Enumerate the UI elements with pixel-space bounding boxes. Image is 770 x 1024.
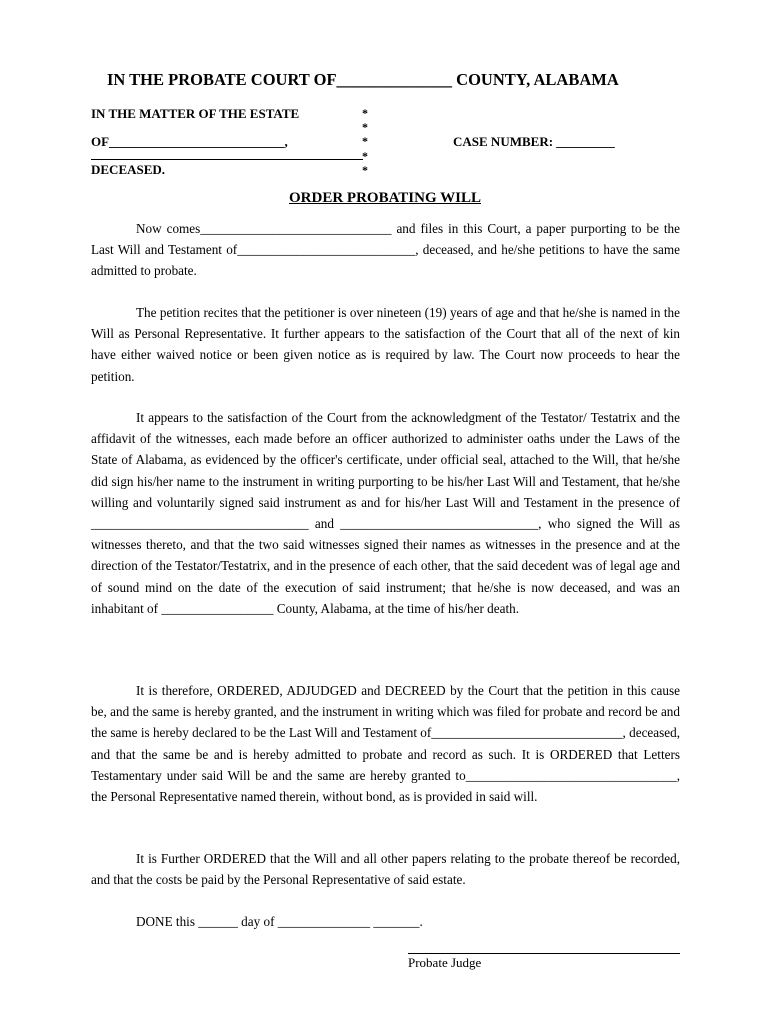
paragraph-recital: The petition recites that the petitioner is over nineteen (19) years of age and that he/she is named in the Will as Personal Representative. It further appears to the satisfaction of the Court that all of the next of kin have either waived notice or been given notice as is required by law. The Court now proceeds to hear the petition. [91,305,680,384]
signature-line [408,953,680,954]
signature-label: Probate Judge [408,955,482,970]
caption-star: * [362,106,368,120]
done-line: DONE this ______ day of ______________ _______. [136,914,423,929]
caption-star: * [362,120,368,134]
paragraph-findings: It appears to the satisfaction of the Court from the acknowledgment of the Testator/ Testatrix and the affidavit of the witnesses, each made before an officer authorized to administer oaths under the Laws of the State of Alabama, as evidenced by the officer's certificate, under official seal, attached to the Will, that he/she did sign his/her name to the instrument in writing purporting to be his/her Last Will and Testament, that he/she willing and voluntarily signed said instrument as and for his/her Last Will and Testament in the presence of _________________________________ and ______________________________, who signed the Will as witnesses thereto, and that the two said witnesses signed their names as witnesses in the presence and at the direction of the Testator/Testatrix, and in the presence of each other, that the said decedent was of legal age and of sound mind on the date of the execution of said instrument; that he/she is now deceased, and was an inhabitant of _________________ County, Alabama, at the time of his/her death. [91,410,680,616]
caption-star: * [362,149,368,163]
caption-name-rule [91,159,363,160]
paragraph-further-order: It is Further ORDERED that the Will and all other papers relating to the probate thereof be recorded, and that the costs be paid by the Personal Representative of said estate. [91,851,680,888]
caption-matter: IN THE MATTER OF THE ESTATE [91,106,300,121]
caption-star: * [362,163,368,177]
caption-star: * [362,134,368,148]
case-number: CASE NUMBER: _________ [453,134,615,149]
paragraph-petition: Now comes_____________________________ and files in this Court, a paper purporting to be the Last Will and Testament of___________________________, deceased, and he/she petitions to have the same admitted to probate. [91,221,680,279]
court-header: IN THE PROBATE COURT OF______________ COUNTY, ALABAMA [107,70,619,89]
paragraph-order: It is therefore, ORDERED, ADJUDGED and DECREED by the Court that the petition in this cause be, and the same is hereby granted, and the instrument in writing which was filed for probate and record be and the same is hereby declared to be the Last Will and Testament of_____________________________, deceased, and that the same be and is hereby admitted to probate and record as such. It is ORDERED that Letters Testamentary under said Will be and the same are hereby granted to________________________________, the Personal Representative named therein, without bond, as is provided in said will. [91,683,680,805]
caption-deceased: DECEASED. [91,162,166,177]
caption-estate-of: OF___________________________, [91,134,288,149]
document-title: ORDER PROBATING WILL [289,190,481,206]
